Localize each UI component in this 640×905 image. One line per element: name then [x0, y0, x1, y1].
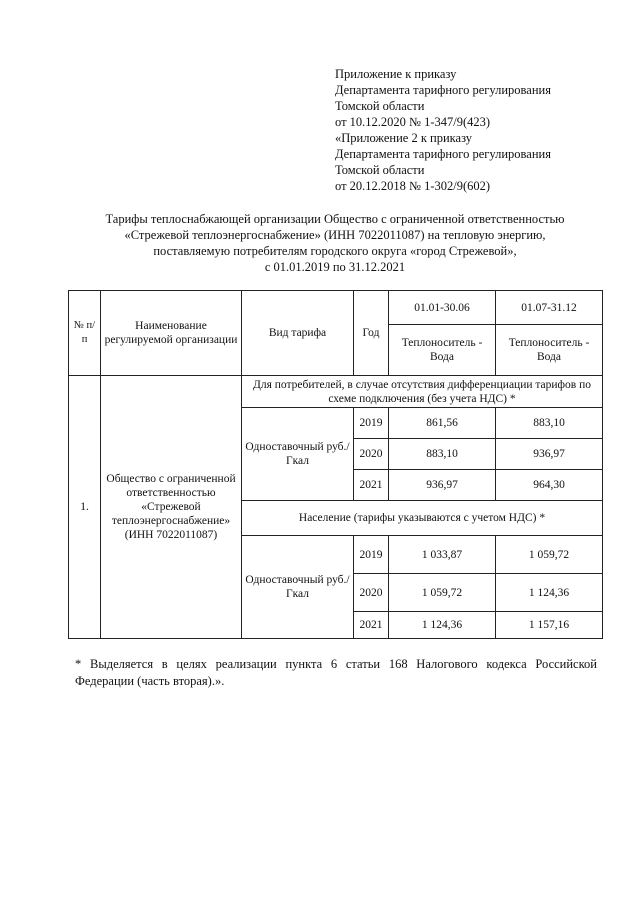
appendix-line: от 20.12.2018 № 1-302/9(602) [335, 179, 491, 193]
footnote: * Выделяется в целях реализации пункта 6 статьи 168 Налогового кодекса Российской Федерации (часть вторая).». [75, 657, 597, 688]
value-cell: 964,30 [496, 470, 603, 501]
appendix-line: Департамента тарифного регулирования [335, 147, 551, 161]
section2-tariff-type: Одноставочный руб./Гкал [242, 536, 354, 639]
year-cell: 2019 [354, 408, 389, 439]
appendix-line: Департамента тарифного регулирования [335, 83, 551, 97]
header-year: Год [354, 291, 389, 376]
row-number: 1. [69, 376, 101, 639]
header-period-2: 01.07-31.12 [496, 291, 603, 325]
year-cell: 2021 [354, 470, 389, 501]
section1-tariff-type: Одноставочный руб./Гкал [242, 408, 354, 501]
value-cell: 883,10 [496, 408, 603, 439]
header-tariff-type: Вид тарифа [242, 291, 354, 376]
appendix-line: Томской области [335, 163, 425, 177]
section1-label: Для потребителей, в случае отсутствия дифференциации тарифов по схеме подключения (без учета НДС) * [242, 376, 603, 408]
header-period-1: 01.01-30.06 [389, 291, 496, 325]
organization-name: Общество с ограниченной ответственностью «Стрежевой теплоэнергоснабжение» (ИНН 7022011087) [101, 376, 242, 639]
value-cell: 1 059,72 [389, 574, 496, 612]
value-cell: 936,97 [496, 439, 603, 470]
tariff-table [68, 290, 603, 639]
year-cell: 2020 [354, 439, 389, 470]
value-cell: 1 124,36 [496, 574, 603, 612]
appendix-line: Томской области [335, 99, 425, 113]
appendix-line: «Приложение 2 к приказу [335, 131, 473, 145]
year-cell: 2021 [354, 612, 389, 639]
title-line: с 01.01.2019 по 31.12.2021 [264, 260, 406, 274]
title-line: поставляемую потребителям городского округа «город Стрежевой», [153, 244, 517, 258]
title-line: «Стрежевой теплоэнергоснабжение» (ИНН 7022011087) на тепловую энергию, [124, 228, 546, 242]
value-cell: 883,10 [389, 439, 496, 470]
section2-label: Население (тарифы указываются с учетом НДС) * [242, 501, 603, 536]
document-title [70, 211, 600, 275]
header-carrier-2: Теплоноситель - Вода [496, 325, 603, 376]
value-cell: 936,97 [389, 470, 496, 501]
appendix-line: Приложение к приказу [335, 67, 457, 81]
title-line: Тарифы теплоснабжающей организации Общество с ограниченной ответственностью [105, 212, 565, 226]
value-cell: 1 033,87 [389, 536, 496, 574]
header-org: Наименование регулируемой организации [101, 291, 242, 376]
value-cell: 1 124,36 [389, 612, 496, 639]
appendix-header [335, 66, 625, 194]
appendix-line: от 10.12.2020 № 1-347/9(423) [335, 115, 491, 129]
year-cell: 2019 [354, 536, 389, 574]
value-cell: 1 157,16 [496, 612, 603, 639]
value-cell: 861,56 [389, 408, 496, 439]
header-num: № п/п [69, 291, 101, 376]
value-cell: 1 059,72 [496, 536, 603, 574]
year-cell: 2020 [354, 574, 389, 612]
header-carrier-1: Теплоноситель - Вода [389, 325, 496, 376]
